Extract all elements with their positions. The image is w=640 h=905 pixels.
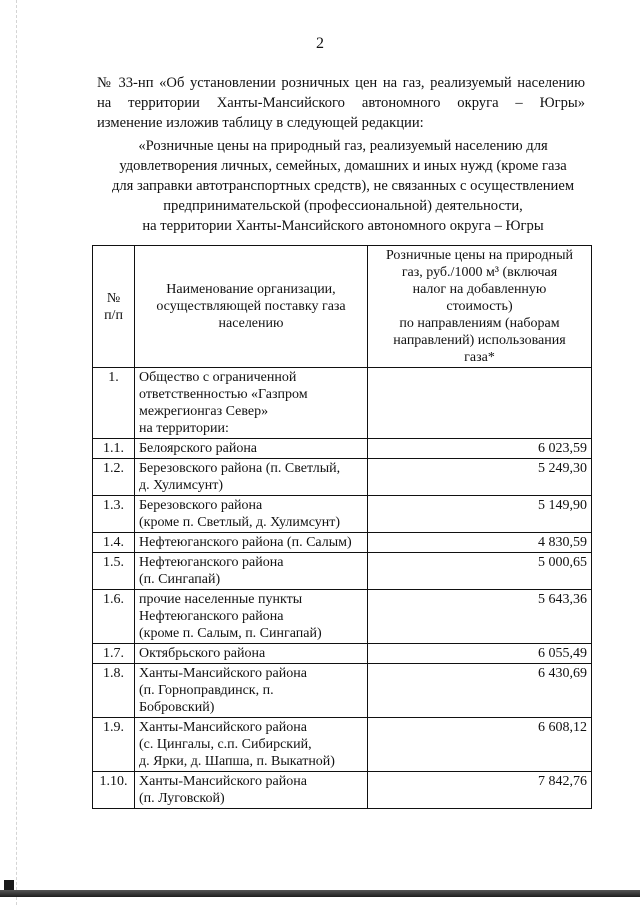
row-organization: Октябрьского района <box>135 644 368 664</box>
row-price: 5 249,30 <box>368 459 592 496</box>
row-organization: Березовского района (п. Светлый, д. Хулимсунт) <box>135 459 368 496</box>
row-organization: Ханты-Мансийского района (п. Горноправдинск, п. Бобровский) <box>135 664 368 718</box>
heading-line: на территории Ханты-Мансийского автономного округа – Югры <box>142 218 544 234</box>
row-organization: Белоярского района <box>135 439 368 459</box>
row-price: 6 430,69 <box>368 664 592 718</box>
row-organization: Ханты-Мансийского района (п. Луговской) <box>135 772 368 809</box>
row-number: 1.5. <box>93 553 135 590</box>
header-price: Розничные цены на природный газ, руб./1000 м³ (включая налог на добавленную стоимость) по направлениям (наборам направлений) использования газа* <box>368 246 592 368</box>
row-price: 7 842,76 <box>368 772 592 809</box>
table-row <box>93 439 592 459</box>
intro-line: на территории Ханты-Мансийского автономного округа – Югры» <box>97 95 585 111</box>
row-number: 1.2. <box>93 459 135 496</box>
row-price: 6 608,12 <box>368 718 592 772</box>
table-heading <box>88 136 598 236</box>
table-row <box>93 664 592 718</box>
header-number: № п/п <box>93 246 135 368</box>
row-price <box>368 368 592 439</box>
row-organization: Общество с ограниченной ответственностью «Газпром межрегионгаз Север» на территории: <box>135 368 368 439</box>
row-number: 1.7. <box>93 644 135 664</box>
heading-line: удовлетворения личных, семейных, домашних и иных нужд (кроме газа <box>119 158 567 174</box>
row-price: 4 830,59 <box>368 533 592 553</box>
row-price: 5 643,36 <box>368 590 592 644</box>
intro-paragraph <box>97 73 585 133</box>
table-row <box>93 718 592 772</box>
row-number: 1.10. <box>93 772 135 809</box>
row-number: 1. <box>93 368 135 439</box>
table-row <box>93 590 592 644</box>
row-price: 5 149,90 <box>368 496 592 533</box>
row-organization: Нефтеюганского района (п. Сингапай) <box>135 553 368 590</box>
intro-line: изменение изложив таблицу в следующей редакции: <box>97 115 424 131</box>
table-row <box>93 772 592 809</box>
table-row <box>93 644 592 664</box>
table-row <box>93 553 592 590</box>
table-row <box>93 459 592 496</box>
row-number: 1.1. <box>93 439 135 459</box>
table-row <box>93 496 592 533</box>
table-row <box>93 368 592 439</box>
header-organization: Наименование организации, осуществляющей поставку газа населению <box>135 246 368 368</box>
row-organization: Ханты-Мансийского района (с. Цингалы, с.п. Сибирский, д. Ярки, д. Шапша, п. Выкатной) <box>135 718 368 772</box>
scan-margin-line <box>16 0 17 905</box>
row-organization: Нефтеюганского района (п. Салым) <box>135 533 368 553</box>
heading-line: для заправки автотранспортных средств), не связанных с осуществлением <box>111 178 575 194</box>
row-organization: Березовского района (кроме п. Светлый, д. Хулимсунт) <box>135 496 368 533</box>
row-number: 1.4. <box>93 533 135 553</box>
row-price: 5 000,65 <box>368 553 592 590</box>
row-number: 1.9. <box>93 718 135 772</box>
page-number: 2 <box>316 35 324 52</box>
table-header-row <box>93 246 592 368</box>
heading-line: предпринимательской (профессиональной) деятельности, <box>163 198 523 214</box>
heading-line: «Розничные цены на природный газ, реализуемый населению для <box>138 138 548 154</box>
row-number: 1.3. <box>93 496 135 533</box>
scan-bottom-bar <box>0 890 640 897</box>
intro-line: № 33-нп «Об установлении розничных цен на газ, реализуемый населению <box>97 75 585 91</box>
row-number: 1.8. <box>93 664 135 718</box>
table-row <box>93 533 592 553</box>
row-price: 6 055,49 <box>368 644 592 664</box>
row-price: 6 023,59 <box>368 439 592 459</box>
row-number: 1.6. <box>93 590 135 644</box>
row-organization: прочие населенные пункты Нефтеюганского района (кроме п. Салым, п. Сингапай) <box>135 590 368 644</box>
gas-price-table <box>92 245 592 809</box>
